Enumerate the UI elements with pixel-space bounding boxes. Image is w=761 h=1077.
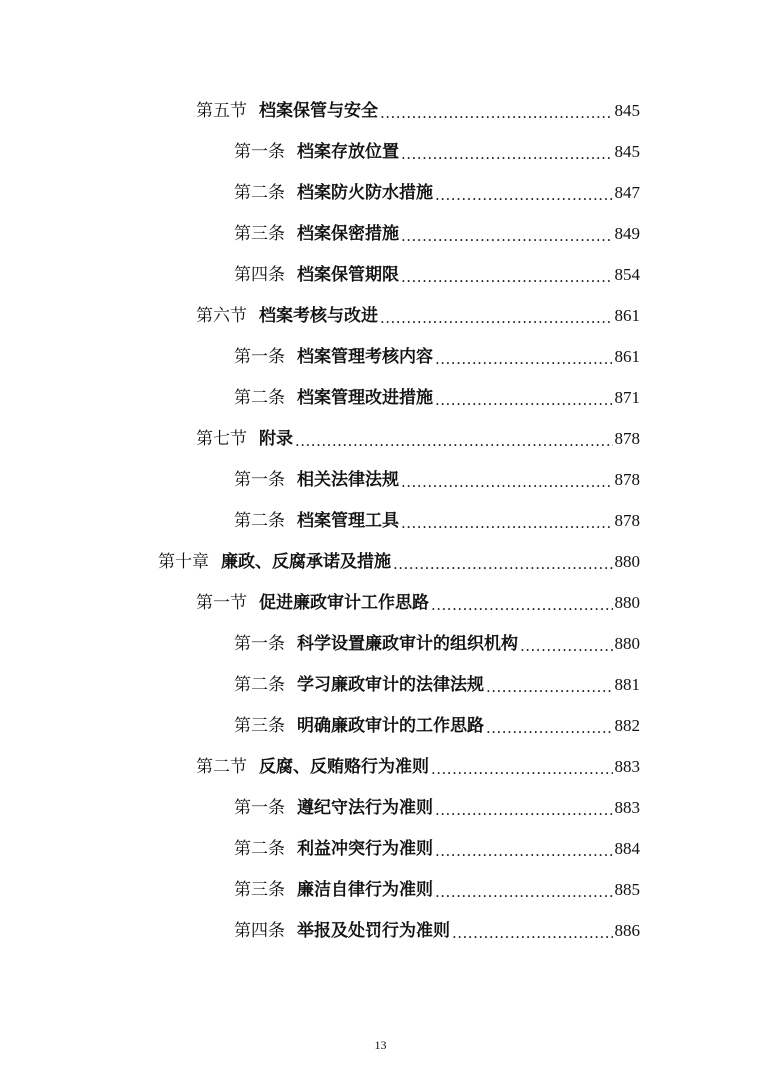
toc-leader-dots xyxy=(380,303,613,333)
toc-entry-title: 档案保管期限 xyxy=(297,265,399,285)
toc-entry-label: 第十章 xyxy=(158,552,209,572)
toc-entry-article[interactable] xyxy=(234,506,640,536)
toc-entry-label: 第二条 xyxy=(234,388,285,408)
toc-leader-dots xyxy=(380,98,613,128)
toc-entry-title: 附录 xyxy=(259,429,293,449)
toc-leader-dots xyxy=(486,713,613,743)
toc-leader-dots xyxy=(435,385,613,415)
toc-leader-dots xyxy=(401,508,613,538)
toc-leader-dots xyxy=(295,426,613,456)
toc-entry-article[interactable] xyxy=(234,342,640,372)
toc-entry-title: 档案管理改进措施 xyxy=(297,388,433,408)
toc-entry-article[interactable] xyxy=(234,629,640,659)
toc-entry-label: 第四条 xyxy=(234,921,285,941)
toc-entry-article[interactable] xyxy=(234,875,640,905)
toc-entry-section[interactable] xyxy=(196,752,640,782)
toc-entry-title: 档案保管与安全 xyxy=(259,101,378,121)
toc-entry-label: 第五节 xyxy=(196,101,247,121)
toc-leader-dots xyxy=(401,262,613,292)
toc-entry-page: 878 xyxy=(614,511,640,530)
toc-entry-title: 廉政、反腐承诺及措施 xyxy=(221,552,391,572)
toc-entry-title: 档案存放位置 xyxy=(297,142,399,162)
toc-entry-page: 883 xyxy=(614,757,640,776)
toc-entry-title: 促进廉政审计工作思路 xyxy=(259,593,429,613)
toc-entry-label: 第一节 xyxy=(196,593,247,613)
toc-entry-label: 第一条 xyxy=(234,798,285,818)
toc-entry-title: 档案管理工具 xyxy=(297,511,399,531)
toc-leader-dots xyxy=(435,795,613,825)
toc-entry-page: 880 xyxy=(614,634,640,653)
toc-entry-article[interactable] xyxy=(234,178,640,208)
toc-entry-title: 档案管理考核内容 xyxy=(297,347,433,367)
toc-entry-article[interactable] xyxy=(234,383,640,413)
toc-entry-section[interactable] xyxy=(196,96,640,126)
toc-entry-label: 第二条 xyxy=(234,183,285,203)
toc-entry-page: 847 xyxy=(614,183,640,202)
toc-entry-page: 861 xyxy=(614,347,640,366)
toc-entry-page: 878 xyxy=(614,470,640,489)
toc-entry-label: 第三条 xyxy=(234,716,285,736)
toc-leader-dots xyxy=(431,590,613,620)
toc-leader-dots xyxy=(401,467,613,497)
toc-entry-section[interactable] xyxy=(196,301,640,331)
toc-entry-article[interactable] xyxy=(234,260,640,290)
toc-leader-dots xyxy=(486,672,613,702)
toc-entry-page: 845 xyxy=(614,101,640,120)
toc-entry-page: 886 xyxy=(614,921,640,940)
toc-entry-label: 第三条 xyxy=(234,880,285,900)
toc-entry-section[interactable] xyxy=(196,588,640,618)
toc-leader-dots xyxy=(431,754,613,784)
toc-entry-label: 第一条 xyxy=(234,634,285,654)
toc-entry-page: 882 xyxy=(614,716,640,735)
toc-entry-page: 885 xyxy=(614,880,640,899)
toc-entry-article[interactable] xyxy=(234,834,640,864)
toc-entry-article[interactable] xyxy=(234,793,640,823)
toc-leader-dots xyxy=(452,918,613,948)
page-number: 13 xyxy=(374,1038,387,1052)
toc-entry-section[interactable] xyxy=(196,424,640,454)
toc-entry-title: 廉洁自律行为准则 xyxy=(297,880,433,900)
toc-entry-label: 第一条 xyxy=(234,470,285,490)
toc-entry-page: 878 xyxy=(614,429,640,448)
toc-entry-title: 学习廉政审计的法律法规 xyxy=(297,675,484,695)
toc-entry-page: 880 xyxy=(614,593,640,612)
toc-entry-page: 881 xyxy=(614,675,640,694)
toc-entry-label: 第二条 xyxy=(234,839,285,859)
toc-entry-page: 883 xyxy=(614,798,640,817)
toc-entry-label: 第二条 xyxy=(234,675,285,695)
toc-entry-page: 854 xyxy=(614,265,640,284)
toc-entry-article[interactable] xyxy=(234,465,640,495)
toc-entry-label: 第一条 xyxy=(234,347,285,367)
toc-entry-label: 第四条 xyxy=(234,265,285,285)
toc-leader-dots xyxy=(401,139,613,169)
toc-entry-page: 861 xyxy=(614,306,640,325)
toc-entry-label: 第七节 xyxy=(196,429,247,449)
toc-entry-page: 871 xyxy=(614,388,640,407)
toc-entry-title: 档案保密措施 xyxy=(297,224,399,244)
toc-leader-dots xyxy=(520,631,613,661)
toc-entry-article[interactable] xyxy=(234,670,640,700)
toc-entry-article[interactable] xyxy=(234,711,640,741)
toc-entry-title: 相关法律法规 xyxy=(297,470,399,490)
toc-entry-label: 第二条 xyxy=(234,511,285,531)
toc-entry-title: 利益冲突行为准则 xyxy=(297,839,433,859)
toc-entry-title: 档案防火防水措施 xyxy=(297,183,433,203)
toc-entry-page: 884 xyxy=(614,839,640,858)
toc-entry-title: 科学设置廉政审计的组织机构 xyxy=(297,634,518,654)
toc-entry-label: 第三条 xyxy=(234,224,285,244)
toc-leader-dots xyxy=(401,221,613,251)
toc-entry-label: 第一条 xyxy=(234,142,285,162)
toc-entry-title: 档案考核与改进 xyxy=(259,306,378,326)
toc-entry-title: 遵纪守法行为准则 xyxy=(297,798,433,818)
toc-entry-title: 举报及处罚行为准则 xyxy=(297,921,450,941)
toc-entry-label: 第二节 xyxy=(196,757,247,777)
toc-entry-article[interactable] xyxy=(234,219,640,249)
toc-entry-page: 845 xyxy=(614,142,640,161)
toc-entry-page: 880 xyxy=(614,552,640,571)
toc-leader-dots xyxy=(435,877,613,907)
toc-leader-dots xyxy=(435,344,613,374)
toc-entry-page: 849 xyxy=(614,224,640,243)
toc-entry-title: 明确廉政审计的工作思路 xyxy=(297,716,484,736)
toc-leader-dots xyxy=(435,836,613,866)
toc-entry-title: 反腐、反贿赂行为准则 xyxy=(259,757,429,777)
toc-entry-chapter[interactable] xyxy=(158,547,640,577)
toc-entry-article[interactable] xyxy=(234,916,640,946)
toc-entry-label: 第六节 xyxy=(196,306,247,326)
toc-leader-dots xyxy=(435,180,613,210)
toc-entry-article[interactable] xyxy=(234,137,640,167)
toc-leader-dots xyxy=(393,549,613,579)
